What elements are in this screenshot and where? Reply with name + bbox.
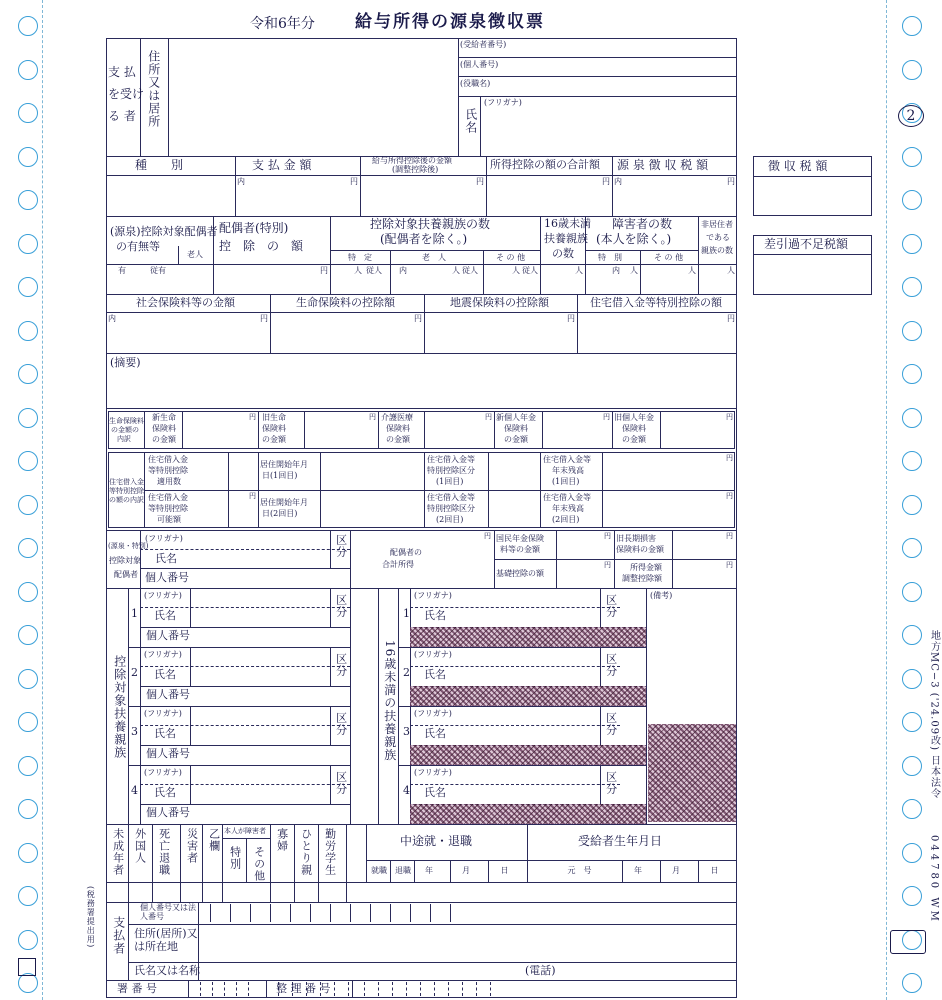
new-pension-label-3: の金額	[504, 435, 528, 444]
corp-number-label: 個人番号又は法人番号	[140, 903, 196, 922]
earthquake-insurance-label: 地震保険料の控除額	[450, 296, 549, 309]
tractor-hole-icon	[902, 147, 922, 167]
tractor-hole-icon	[902, 451, 922, 471]
bal2-label-3: (2回目)	[552, 515, 580, 524]
dependent-row-number: 2	[131, 666, 138, 679]
spouse-deduction-label: 配偶者(特別)	[219, 221, 289, 235]
dependent-name-label: 氏名	[154, 727, 176, 740]
special-count-unit: 人	[354, 266, 362, 275]
under16-row-number: 2	[403, 666, 410, 679]
self-disabled-other-label: その他	[252, 846, 266, 882]
tractor-hole-icon	[18, 843, 38, 863]
spouse-exist-label: (源泉)控除対象配偶者	[110, 225, 218, 238]
tractor-hole-icon	[18, 712, 38, 732]
housing-detail-label-2: 等特別控除	[109, 487, 144, 495]
date-year-label: 年	[425, 866, 433, 875]
spouse-deduction-label-2: 控 除 の 額	[219, 239, 304, 253]
tractor-hole-icon	[18, 277, 38, 297]
payer-address-field[interactable]	[200, 926, 735, 960]
tractor-hole-icon	[902, 669, 922, 689]
applicable-label-2: 等特別控除	[148, 466, 188, 475]
start1-label-2: 日(1回目)	[262, 471, 298, 480]
dependent-personal-number-label: 個人番号	[146, 688, 190, 701]
bal2-label-1: 住宅借入金等	[543, 493, 591, 502]
elder-dependents-label: 老 人	[422, 253, 446, 262]
tractor-hole-icon	[902, 234, 922, 254]
tractor-hole-icon	[18, 756, 38, 776]
spouse-deduction-yen: 円	[320, 266, 328, 275]
date-month-label: 月	[462, 866, 470, 875]
under16-name-label: 氏名	[424, 668, 446, 681]
remarks-field[interactable]	[108, 372, 735, 406]
nonresident-label-2: である	[706, 233, 730, 242]
life-detail-label-1: 生命保険料	[109, 417, 144, 425]
dependent-furigana-label: (フリガナ)	[144, 650, 182, 659]
status-student-label: 勤労学生	[323, 828, 337, 876]
deduction-total-header: 所得控除の額の合計額	[490, 158, 600, 171]
housing-yen-unit: 円	[727, 314, 735, 323]
tax-office-copy-label: (税務署提出用)	[86, 886, 96, 949]
date-month-label: 月	[672, 866, 680, 875]
spouse-furigana-label: (フリガナ)	[145, 534, 183, 543]
special-dependents-label: 特 定	[348, 253, 372, 262]
payment-amount-header: 支 払 金 額	[252, 158, 312, 172]
under16-name-label: 氏名	[424, 727, 446, 740]
life-detail-label-3: 内訳	[117, 435, 131, 443]
spouse-exist-label-2: の有無等	[116, 240, 160, 253]
date-day-label: 日	[710, 866, 719, 875]
start2-label-2: 日(2回目)	[262, 509, 298, 518]
payee-name-field[interactable]	[482, 108, 735, 154]
tractor-hole-icon	[18, 408, 38, 428]
reference-number-label: 整 理 番 号	[276, 982, 331, 995]
life-insurance-label: 生命保険料の控除額	[296, 296, 395, 309]
cat1-label-1: 住宅借入金等	[427, 455, 475, 464]
circle-number: 2	[898, 105, 924, 127]
special-disabled-label: 特 別	[598, 253, 622, 262]
elder-inner-unit: 内	[399, 266, 407, 275]
nonresident-label: 非居住者	[701, 220, 733, 229]
dependent-personal-number-label: 個人番号	[146, 806, 190, 819]
dependent-personal-number-label: 個人番号	[146, 629, 190, 642]
spouse-personal-number-label: 個人番号	[145, 571, 189, 584]
collected-tax-label: 徴 収 税 額	[768, 159, 828, 173]
tractor-hole-icon	[18, 930, 38, 950]
spouse-block-label-1: (源泉・特別)	[108, 542, 149, 550]
dependent-furigana-label: (フリガナ)	[144, 591, 182, 600]
memo-label: (備考)	[650, 591, 673, 600]
other-disabled-label: そ の 他	[654, 253, 684, 262]
under16-furigana-label: (フリガナ)	[414, 650, 452, 659]
tractor-hole-icon	[18, 190, 38, 210]
special-sub-unit: 従人	[366, 266, 382, 275]
spouse-name-label: 氏名	[155, 552, 177, 565]
pattern-block	[648, 724, 736, 822]
date-day-label: 日	[500, 866, 509, 875]
dependent-name-label: 氏名	[154, 668, 176, 681]
payee-label-3: る 者	[108, 109, 136, 123]
withholding-yen-unit: 円	[727, 177, 735, 186]
tractor-hole-icon	[902, 799, 922, 819]
under16-list-label: 16歳未満の扶養親族	[382, 640, 397, 762]
bal1-yen: 円	[726, 454, 733, 462]
old-pension-label-1: 旧個人年金	[614, 413, 654, 422]
new-pension-yen: 円	[603, 413, 610, 421]
after-deduction-sub: (調整控除後)	[392, 165, 439, 174]
tractor-hole-icon	[18, 103, 38, 123]
tractor-hole-icon	[18, 669, 38, 689]
under16-kubun-label: 区分	[604, 712, 618, 736]
payee-name-label: 氏名	[463, 108, 478, 134]
other-disabled-unit: 人	[688, 266, 696, 275]
care-label-1: 介護医療	[381, 413, 413, 422]
dependent-kubun-label: 区分	[334, 594, 348, 618]
old-long-term-label-1: 旧長期損害	[616, 534, 656, 543]
spouse-income-yen: 円	[484, 532, 491, 540]
position-label: (役職名)	[460, 79, 491, 88]
adjust-yen: 円	[726, 561, 733, 569]
tractor-hole-icon	[18, 799, 38, 819]
dependent-personal-number-label: 個人番号	[146, 747, 190, 760]
dependent-kubun-label: 区分	[334, 712, 348, 736]
special-disabled-unit: 人	[630, 266, 638, 275]
basic-deduction-label: 基礎控除の額	[496, 569, 544, 578]
withholding-header: 源 泉 徴 収 税 額	[617, 158, 709, 172]
new-life-label-3: の金額	[152, 435, 176, 444]
care-label-2: 保険料	[386, 424, 410, 433]
dependent-furigana-label: (フリガナ)	[144, 768, 182, 777]
adjust-label-1: 所得金額	[630, 563, 662, 572]
applicable-label-3: 適用数	[157, 477, 181, 486]
old-life-label-3: の金額	[262, 435, 286, 444]
basic-yen: 円	[604, 561, 611, 569]
under16-label-3: の数	[552, 247, 574, 260]
care-yen: 円	[485, 413, 492, 421]
care-label-3: の金額	[386, 435, 410, 444]
old-long-term-label-2: 保険料の金額	[616, 545, 664, 554]
status-disaster-label: 災害者	[185, 828, 199, 864]
dependents-count-label-2: (配偶者を除く。)	[380, 232, 468, 246]
tractor-hole-icon	[18, 60, 38, 80]
alignment-mark-icon	[18, 958, 36, 976]
tractor-hole-icon	[902, 712, 922, 732]
spouse-sub-label: 従有	[150, 266, 166, 275]
dependents-count-label: 控除対象扶養親族の数	[370, 217, 491, 231]
tractor-hole-icon	[18, 234, 38, 254]
earthquake-yen-unit: 円	[567, 314, 575, 323]
payment-inner-unit: 内	[237, 177, 245, 186]
payment-yen-unit: 円	[350, 177, 358, 186]
tractor-hole-icon	[902, 843, 922, 863]
disabled-count-label: 障害者の数	[612, 217, 673, 231]
new-life-label-1: 新生命	[152, 413, 176, 422]
national-pension-yen: 円	[604, 532, 611, 540]
new-life-yen: 円	[249, 413, 256, 421]
tractor-hole-icon	[902, 756, 922, 776]
form-year: 令和6年分	[250, 16, 315, 32]
self-disabled-special-label: 特別	[228, 846, 242, 870]
status-minor-label: 未成年者	[111, 828, 125, 876]
tractor-hole-icon	[902, 973, 922, 993]
under16-row-number: 4	[403, 784, 410, 797]
tractor-hole-icon	[902, 190, 922, 210]
old-life-label-2: 保険料	[262, 424, 286, 433]
tractor-hole-icon	[18, 364, 38, 384]
after-deduction-header: 給与所得控除後の金額	[372, 156, 452, 165]
shortfall-tax-label: 差引過不足税額	[764, 237, 849, 251]
mid-join-leave-label: 中途就・退職	[400, 834, 473, 848]
under16-name-label: 氏名	[424, 609, 446, 622]
date-year-label: 年	[634, 866, 642, 875]
start1-label-1: 居住開始年月	[260, 460, 308, 469]
deduction-total-yen-unit: 円	[602, 177, 610, 186]
office-number-label: 署 番 号	[117, 982, 157, 995]
payee-personal-number-label: (個人番号)	[460, 60, 499, 69]
recipient-number-label: (受給者番号)	[460, 40, 507, 49]
housing-loan-label: 住宅借入金等特別控除の額	[590, 296, 722, 309]
social-inner-unit: 内	[108, 314, 116, 323]
possible-yen: 円	[249, 492, 256, 500]
payee-furigana-label: (フリガナ)	[484, 98, 522, 107]
dependent-name-label: 氏名	[154, 786, 176, 799]
start2-label-1: 居住開始年月	[260, 498, 308, 507]
bal1-label-3: (1回目)	[552, 477, 580, 486]
tractor-hole-icon	[902, 321, 922, 341]
social-insurance-label: 社会保険料等の金額	[136, 296, 235, 309]
old-pension-yen: 円	[726, 413, 733, 421]
elder-count-unit: 人	[452, 266, 460, 275]
cat2-label-3: (2回目)	[436, 515, 464, 524]
pattern-block	[410, 627, 646, 647]
spouse-block-label-2: 控除対象	[109, 556, 141, 565]
payer-label: 支払者	[111, 916, 126, 955]
date-era-label: 元 号	[567, 866, 592, 875]
dependent-kubun-label: 区分	[334, 771, 348, 795]
adjust-label-2: 調整控除額	[622, 574, 662, 583]
tractor-hole-icon	[18, 625, 38, 645]
pattern-block	[410, 745, 646, 765]
tractor-hole-icon	[902, 582, 922, 602]
spouse-elder-label: 老人	[187, 250, 203, 259]
dependent-row-number: 3	[131, 725, 138, 738]
old-life-yen: 円	[369, 413, 376, 421]
tractor-hole-icon	[902, 538, 922, 558]
national-pension-label-2: 料等の金額	[500, 545, 540, 554]
payee-label-1: 支 払	[108, 65, 136, 79]
disabled-inner-unit: 内	[612, 266, 620, 275]
dependent-list-label: 控除対象扶養親族	[112, 655, 127, 759]
possible-label-2: 等特別控除	[148, 504, 188, 513]
tractor-hole-icon	[18, 147, 38, 167]
form-title: 給与所得の源泉徴収票	[355, 12, 545, 32]
dependent-row-number: 4	[131, 784, 138, 797]
tractor-hole-icon	[18, 451, 38, 471]
under16-row-number: 3	[403, 725, 410, 738]
tractor-hole-icon	[18, 973, 38, 993]
housing-detail-label-3: の額の内訳	[109, 496, 144, 504]
self-disabled-label: 本人が障害者	[224, 827, 266, 835]
other-sub-unit: 従人	[522, 266, 538, 275]
tractor-hole-icon	[902, 495, 922, 515]
birth-date-label: 受給者生年月日	[578, 834, 663, 848]
national-pension-label-1: 国民年金保険	[496, 534, 544, 543]
old-pension-label-2: 保険料	[622, 424, 646, 433]
under16-label: 16歳未満	[544, 217, 591, 230]
cat2-label-2: 特別控除区分	[427, 504, 475, 513]
under16-kubun-label: 区分	[604, 771, 618, 795]
tractor-hole-icon	[902, 408, 922, 428]
life-yen-unit: 円	[414, 314, 422, 323]
disabled-count-label-2: (本人を除く。)	[596, 232, 672, 246]
type-header: 種 別	[135, 158, 184, 172]
remarks-label: (摘要)	[110, 356, 141, 369]
after-deduction-yen-unit: 円	[476, 177, 484, 186]
new-life-label-2: 保険料	[152, 424, 176, 433]
tractor-hole-icon	[902, 886, 922, 906]
date-join-label: 就職	[371, 866, 387, 875]
tractor-hole-icon	[18, 16, 38, 36]
payee-label-2: を受け	[108, 87, 145, 101]
cat1-label-2: 特別控除区分	[427, 466, 475, 475]
dependent-kubun-label: 区分	[334, 653, 348, 677]
status-death-label: 死亡退職	[157, 828, 171, 876]
under16-row-number: 1	[403, 607, 410, 620]
applicable-label-1: 住宅借入金	[148, 455, 188, 464]
dependent-row-number: 1	[131, 607, 138, 620]
elder-sub-unit: 従人	[462, 266, 478, 275]
cat1-label-3: (1回目)	[436, 477, 464, 486]
tractor-hole-icon	[902, 625, 922, 645]
old-pension-label-3: の金額	[622, 435, 646, 444]
spouse-income-label-1: 配偶者の	[390, 548, 422, 557]
status-otsu-label: 乙欄	[207, 828, 221, 852]
tractor-hole-icon	[18, 538, 38, 558]
phone-label: (電話)	[525, 964, 556, 977]
other-dependents-label: そ の 他	[496, 253, 526, 262]
serial-text: 044780 WM	[928, 835, 940, 924]
spouse-block-label-3: 配偶者	[114, 570, 138, 579]
tractor-hole-icon	[18, 582, 38, 602]
tractor-hole-icon	[18, 321, 38, 341]
status-foreign-label: 外国人	[133, 828, 147, 864]
housing-detail-label-1: 住宅借入金	[109, 478, 144, 486]
bal1-label-1: 住宅借入金等	[543, 455, 591, 464]
new-pension-label-1: 新個人年金	[496, 413, 536, 422]
old-long-term-yen: 円	[726, 532, 733, 540]
payer-name-label: 氏名又は名称	[134, 964, 200, 977]
date-leave-label: 退職	[395, 866, 411, 875]
nonresident-label-3: 親族の数	[701, 246, 733, 255]
life-detail-label-2: の金額の	[111, 426, 139, 434]
tractor-hole-icon	[902, 364, 922, 384]
dependent-furigana-label: (フリガナ)	[144, 709, 182, 718]
spouse-income-label-2: 合計所得	[382, 560, 414, 569]
status-single-parent-label: ひとり親	[299, 828, 313, 876]
under16-label-2: 扶養親族	[544, 232, 588, 245]
tractor-hole-icon	[18, 886, 38, 906]
nonresident-unit: 人	[727, 266, 735, 275]
tractor-hole-icon	[902, 60, 922, 80]
under16-count-unit: 人	[575, 266, 583, 275]
spouse-kubun-label: 区分	[334, 534, 348, 558]
under16-furigana-label: (フリガナ)	[414, 709, 452, 718]
form-code-text: 地方MC−3 ('24.09改) 日本法令	[928, 630, 940, 800]
other-count-unit: 人	[512, 266, 520, 275]
status-widow-label: 寡婦	[275, 828, 289, 852]
cat2-label-1: 住宅借入金等	[427, 493, 475, 502]
payee-address-label: 住所又は居所	[146, 50, 161, 128]
social-yen-unit: 円	[260, 314, 268, 323]
under16-furigana-label: (フリガナ)	[414, 768, 452, 777]
tractor-hole-icon	[902, 277, 922, 297]
payer-name-field[interactable]	[200, 964, 520, 979]
publisher-logo-icon	[890, 930, 926, 954]
payee-address-field[interactable]	[170, 40, 456, 154]
bal2-label-2: 年末残高	[552, 504, 584, 513]
dependent-name-label: 氏名	[154, 609, 176, 622]
tractor-hole-icon	[18, 495, 38, 515]
spouse-yes-label: 有	[118, 266, 126, 275]
old-life-label-1: 旧生命	[262, 413, 286, 422]
bal2-yen: 円	[726, 492, 733, 500]
tractor-hole-icon	[902, 16, 922, 36]
possible-label-1: 住宅借入金	[148, 493, 188, 502]
bal1-label-2: 年末残高	[552, 466, 584, 475]
new-pension-label-2: 保険料	[504, 424, 528, 433]
withholding-inner-unit: 内	[614, 177, 622, 186]
under16-kubun-label: 区分	[604, 594, 618, 618]
under16-kubun-label: 区分	[604, 653, 618, 677]
pattern-block	[410, 686, 646, 706]
possible-label-3: 可能額	[157, 515, 181, 524]
under16-name-label: 氏名	[424, 786, 446, 799]
payer-address-label: 住所(居所)又は所在地	[134, 927, 198, 953]
pattern-block	[410, 804, 646, 824]
under16-furigana-label: (フリガナ)	[414, 591, 452, 600]
